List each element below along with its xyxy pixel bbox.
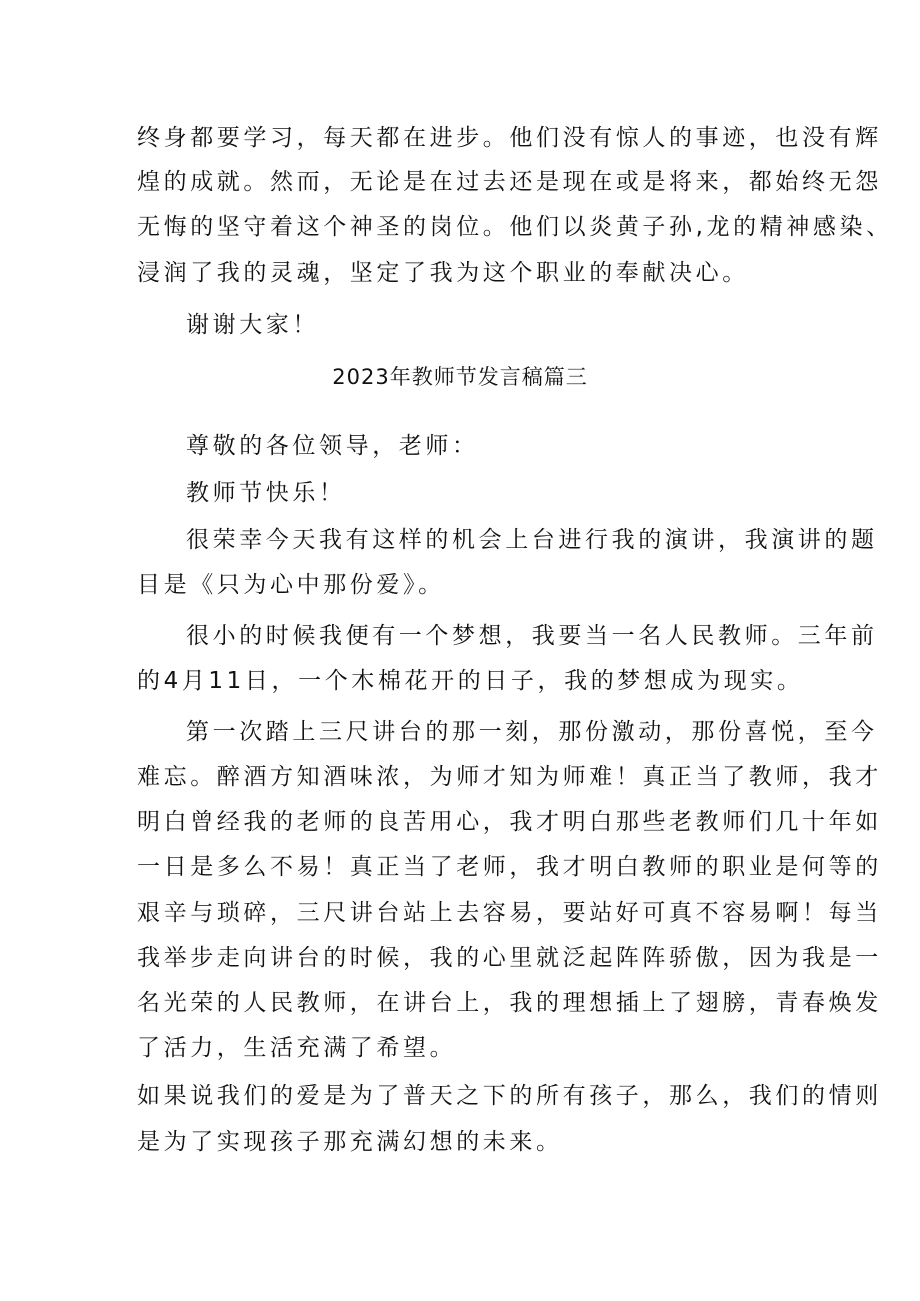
closing-thanks: 谢谢大家！ xyxy=(186,312,319,338)
paragraph-line: 难忘。醉酒方知酒味浓，为师才知为师难！真正当了教师，我才 xyxy=(137,764,882,790)
greeting: 尊敬的各位领导，老师： xyxy=(186,433,479,459)
paragraph-line: 如果说我们的爱是为了普天之下的所有孩子，那么，我们的情则 xyxy=(137,1083,882,1109)
holiday-wish: 教师节快乐！ xyxy=(186,480,346,506)
paragraph-line: 名光荣的人民教师，在讲台上，我的理想插上了翅膀，青春焕发 xyxy=(137,990,882,1016)
paragraph-line: 第一次踏上三尺讲台的那一刻，那份激动，那份喜悦，至今 xyxy=(186,719,878,745)
paragraph-line: 很荣幸今天我有这样的机会上台进行我的演讲，我演讲的题 xyxy=(186,527,878,553)
section-title: 2023年教师节发言稿篇三 xyxy=(332,365,588,389)
paragraph-line: 我举步走向讲台的时候，我的心里就泛起阵阵骄傲，因为我是一 xyxy=(137,945,882,971)
paragraph-line: 终身都要学习，每天都在进步。他们没有惊人的事迹，也没有辉 xyxy=(137,125,882,151)
paragraph-line: 的4月11日，一个木棉花开的日子，我的梦想成为现实。 xyxy=(137,668,804,694)
paragraph-line: 一日是多么不易！真正当了老师，我才明白教师的职业是何等的 xyxy=(137,854,882,880)
paragraph-line: 无悔的坚守着这个神圣的岗位。他们以炎黄子孙,龙的精神感染、 xyxy=(137,214,893,240)
paragraph-line: 煌的成就。然而，无论是在过去还是现在或是将来，都始终无怨 xyxy=(137,169,882,195)
paragraph-line: 浸润了我的灵魂，坚定了我为这个职业的奉献决心。 xyxy=(137,260,749,286)
paragraph-line: 很小的时候我便有一个梦想，我要当一名人民教师。三年前 xyxy=(186,623,878,649)
paragraph-line: 艰辛与琐碎，三尺讲台站上去容易，要站好可真不容易啊！每当 xyxy=(137,900,882,926)
paragraph-line: 是为了实现孩子那充满幻想的未来。 xyxy=(137,1129,563,1155)
paragraph-line: 明白曾经我的老师的良苦用心，我才明白那些老教师们几十年如 xyxy=(137,809,882,835)
paragraph-line: 目是《只为心中那份爱》。 xyxy=(137,572,445,598)
paragraph-line: 了活力，生活充满了希望。 xyxy=(137,1035,457,1061)
